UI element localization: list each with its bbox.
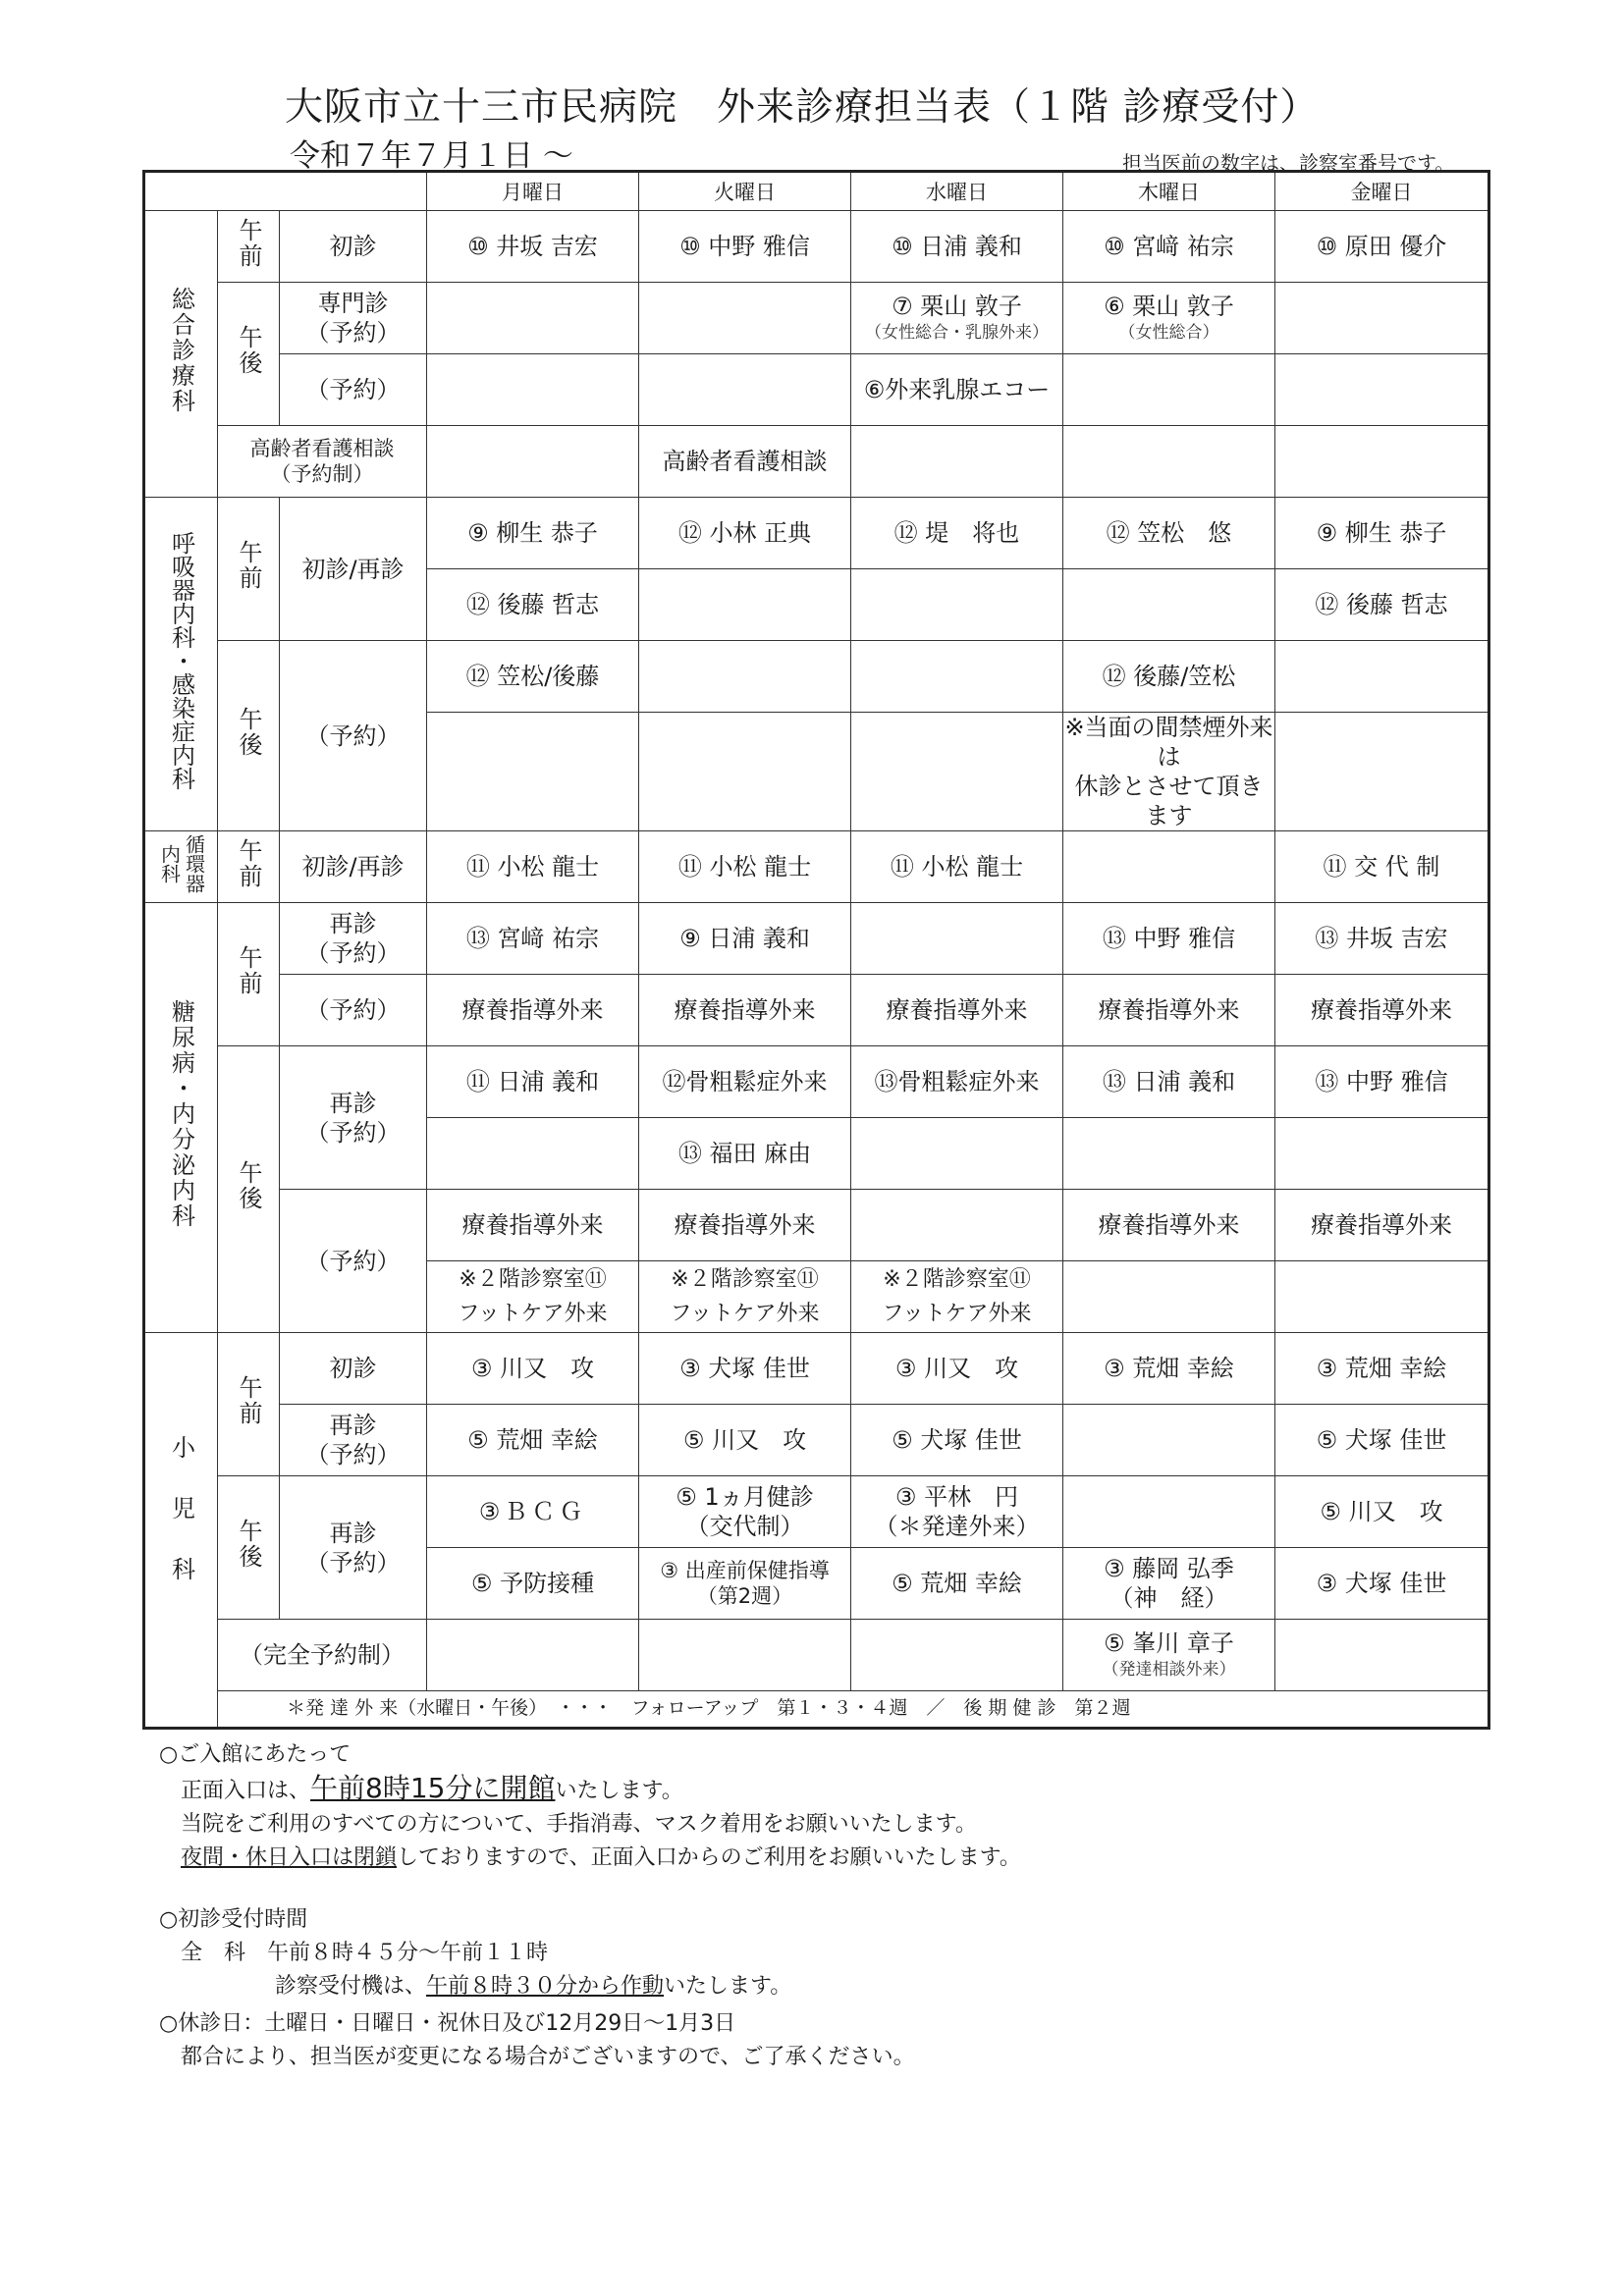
guidance-cell: 療養指導外来 — [1275, 975, 1489, 1046]
cat-reserve: （予約） — [280, 354, 427, 426]
slot-pm: 午後 — [218, 641, 280, 831]
cat-revisit: 再診 （予約） — [280, 1405, 427, 1476]
slot-am: 午前 — [218, 903, 280, 1046]
machine-start-time: 午前８時３０分から作動 — [426, 1974, 665, 1999]
guidance-cell: 療養指導外来 — [639, 975, 851, 1046]
doctor-cell: ⑤ 犬塚 佳世 — [1275, 1405, 1489, 1476]
general-first-row — [144, 211, 1489, 283]
day-tuesday: 火曜日 — [639, 172, 851, 211]
doctor-cell: ⑩ 原田 優介 — [1275, 211, 1489, 283]
doctor-cell: ⑫ 笠松 悠 — [1063, 498, 1275, 569]
empty-cell — [639, 641, 851, 713]
entry-line-1: 正面入口は、午前8時15分に開館いたします。 — [181, 1772, 683, 1804]
ped-am-first-row — [144, 1333, 1489, 1405]
diab-am-row-2 — [144, 975, 1489, 1046]
doctor-cell: ⑫ 後藤/笠松 — [1063, 641, 1275, 713]
entry-heading: ○ご入館にあたって — [159, 1742, 352, 1767]
empty-cell — [851, 713, 1063, 831]
cat-reserve: （予約） — [280, 1190, 427, 1333]
effective-date: 令和７年７月１日 ～ — [290, 138, 573, 174]
empty-cell — [639, 354, 851, 426]
doctor-cell: ⑫ 小林 正典 — [639, 498, 851, 569]
doctor-cell: ⑫ 笠松/後藤 — [427, 641, 639, 713]
doctor-cell: 高齢者看護相談 — [639, 426, 851, 498]
diab-am-row-1 — [144, 903, 1489, 975]
entry-line-3: 夜間・休日入口は閉鎖しておりますので、正面入口からのご利用をお願いいたします。 — [181, 1845, 1021, 1870]
empty-cell — [1275, 283, 1489, 354]
cat-revisit: 再診 （予約） — [280, 1476, 427, 1620]
diab-pm-row-3 — [144, 1190, 1489, 1261]
development-clinic-footnote: ＊発 達 外 来（水曜日・午後） ・・・ フォローアップ 第１・３・４週 ／ 後 期 健 診 第２週 — [218, 1691, 1489, 1729]
doctor-cell: ⑨ 柳生 恭子 — [1275, 498, 1489, 569]
empty-cell — [851, 903, 1063, 975]
night-entrance-closed: 夜間・休日入口は閉鎖 — [181, 1845, 398, 1870]
doctor-cell: ③ 藤岡 弘季 （神 経） — [1063, 1548, 1275, 1620]
empty-cell — [1275, 713, 1489, 831]
dept-pediatrics: 小児科 — [144, 1333, 218, 1729]
doctor-cell: ⑪ 小松 龍士 — [851, 831, 1063, 903]
no-smoking-clinic-note: ※当面の間禁煙外来は 休診とさせて頂きます — [1064, 714, 1273, 829]
doctor-cell: ⑩ 井坂 吉宏 — [427, 211, 639, 283]
guidance-cell: 療養指導外来 — [427, 975, 639, 1046]
slot-am: 午前 — [218, 498, 280, 641]
doctor-cell: ⑬ 井坂 吉宏 — [1275, 903, 1489, 975]
holiday-line-1: ○休診日：土曜日・日曜日・祝休日及び12月29日～1月3日 — [159, 2011, 736, 2036]
doctor-cell: ③ 川又 攻 — [851, 1333, 1063, 1405]
empty-cell — [1063, 426, 1275, 498]
empty-cell — [1063, 1118, 1275, 1190]
doctor-cell: ⑬ 中野 雅信 — [1063, 903, 1275, 975]
doctor-cell: ⑫ 堤 将也 — [851, 498, 1063, 569]
guidance-cell: 療養指導外来 — [1063, 1190, 1275, 1261]
ped-pm-row-1 — [144, 1476, 1489, 1548]
bcg-cell: ③ＢＣＧ — [427, 1476, 639, 1548]
doctor-cell: ⑨ 日浦 義和 — [639, 903, 851, 975]
empty-cell — [851, 1620, 1063, 1691]
info-holiday-section — [159, 2007, 915, 2074]
cat-elder-care: 高齢者看護相談 （予約制） — [218, 426, 427, 498]
doctor-cell: ⑤ 川又 攻 — [1275, 1476, 1489, 1548]
cat-revisit: 再診 （予約） — [280, 903, 427, 975]
doctor-cell: ③ 犬塚 佳世 — [1275, 1548, 1489, 1620]
empty-cell — [639, 713, 851, 831]
vaccination-cell: ⑤ 予防接種 — [427, 1548, 639, 1620]
room-number-note: 担当医前の数字は、診察室番号です。 — [1122, 151, 1455, 175]
doctor-cell: ⑤ 犬塚 佳世 — [851, 1405, 1063, 1476]
doctor-cell: ⑬ 日浦 義和 — [1063, 1046, 1275, 1118]
doctor-cell: ③ 荒畑 幸絵 — [1275, 1333, 1489, 1405]
doctor-cell: ⑬骨粗鬆症外来 — [851, 1046, 1063, 1118]
dept-general: 総合診療科 — [144, 211, 218, 498]
day-monday: 月曜日 — [427, 172, 639, 211]
general-specialist-row — [144, 283, 1489, 354]
doctor-cell: ⑩ 中野 雅信 — [639, 211, 851, 283]
empty-cell — [427, 426, 639, 498]
empty-cell — [851, 1118, 1063, 1190]
info-reception-section — [159, 1903, 791, 2003]
cat-first-revisit: 初診/再診 — [280, 831, 427, 903]
info-entry-section — [159, 1738, 1021, 1875]
empty-cell — [427, 713, 639, 831]
doctor-cell: ⑩ 日浦 義和 — [851, 211, 1063, 283]
doctor-cell: ⑫ 後藤 哲志 — [427, 569, 639, 641]
doctor-cell: ⑥外来乳腺エコー — [851, 354, 1063, 426]
cat-first-revisit: 初診/再診 — [280, 498, 427, 641]
foot-care-note: ※２階診察室⑪ フットケア外来 — [639, 1261, 851, 1333]
dept-respiratory: 呼吸器内科・感染症内科 — [144, 498, 218, 831]
doctor-cell: ⑤ 荒畑 幸絵 — [427, 1405, 639, 1476]
doctor-cell: ③ 犬塚 佳世 — [639, 1333, 851, 1405]
day-friday: 金曜日 — [1275, 172, 1489, 211]
cat-reserve: （予約） — [280, 975, 427, 1046]
empty-cell — [1063, 354, 1275, 426]
empty-cell — [427, 283, 639, 354]
cat-first-visit: 初診 — [280, 1333, 427, 1405]
doctor-cell: ⑪ 交 代 制 — [1275, 831, 1489, 903]
holiday-line-2: 都合により、担当医が変更になる場合がございますので、ご了承ください。 — [181, 2045, 915, 2069]
guidance-cell: 療養指導外来 — [1275, 1190, 1489, 1261]
empty-cell — [639, 1620, 851, 1691]
empty-cell — [1063, 831, 1275, 903]
cat-specialist: 専門診 （予約） — [280, 283, 427, 354]
reception-line-2: 診察受付機は、午前８時３０分から作動いたします。 — [275, 1974, 792, 1999]
doctor-cell: ⑩ 宮﨑 祐宗 — [1063, 211, 1275, 283]
empty-cell — [1275, 426, 1489, 498]
empty-cell — [427, 1620, 639, 1691]
day-header-row — [144, 172, 1489, 211]
empty-cell — [1275, 1261, 1489, 1333]
empty-cell — [1275, 641, 1489, 713]
empty-cell — [427, 354, 639, 426]
empty-cell — [427, 1118, 639, 1190]
doctor-cell: ⑥ 栗山 敦子 （女性総合） — [1063, 283, 1275, 354]
empty-cell — [1063, 1476, 1275, 1548]
empty-cell — [639, 569, 851, 641]
guidance-cell: 療養指導外来 — [1063, 975, 1275, 1046]
slot-am: 午前 — [218, 211, 280, 283]
doctor-cell: ③ 平林 円 （＊発達外来） — [851, 1476, 1063, 1548]
doctor-cell: ⑬ 福田 麻由 — [639, 1118, 851, 1190]
cat-full-reserve: （完全予約制） — [218, 1620, 427, 1691]
empty-cell — [639, 283, 851, 354]
circ-row — [144, 831, 1489, 903]
resp-am-row-1 — [144, 498, 1489, 569]
ped-am-revisit-row — [144, 1405, 1489, 1476]
foot-care-note: ※２階診察室⑪ フットケア外来 — [427, 1261, 639, 1333]
doctor-cell: ⑬ 中野 雅信 — [1275, 1046, 1489, 1118]
opening-time: 午前8時15分に開館 — [310, 1772, 556, 1804]
doctor-cell: ③ 川又 攻 — [427, 1333, 639, 1405]
doctor-cell: ⑪ 小松 龍士 — [427, 831, 639, 903]
doctor-cell: ⑪ 小松 龍士 — [639, 831, 851, 903]
guidance-cell: 療養指導外来 — [639, 1190, 851, 1261]
entry-line-2: 当院をご利用のすべての方について、手指消毒、マスク着用をお願いいたします。 — [181, 1812, 977, 1837]
doctor-cell: ⑫骨粗鬆症外来 — [639, 1046, 851, 1118]
slot-am: 午前 — [218, 1333, 280, 1476]
slot-pm: 午後 — [218, 1476, 280, 1620]
empty-cell — [1275, 1118, 1489, 1190]
empty-cell — [1275, 354, 1489, 426]
empty-cell — [1063, 569, 1275, 641]
doctor-cell: ⑫ 後藤 哲志 — [1275, 569, 1489, 641]
ped-footnote-row — [144, 1691, 1489, 1729]
day-wednesday: 水曜日 — [851, 172, 1063, 211]
dept-circulatory: 循環器内科 — [144, 831, 218, 903]
doctor-cell: ⑤ 1ヵ月健診 （交代制） — [639, 1476, 851, 1548]
diab-pm-row-1 — [144, 1046, 1489, 1118]
day-thursday: 木曜日 — [1063, 172, 1275, 211]
doctor-cell: ⑤ 荒畑 幸絵 — [851, 1548, 1063, 1620]
general-reserve-row — [144, 354, 1489, 426]
slot-pm: 午後 — [218, 1046, 280, 1333]
empty-cell — [1063, 1261, 1275, 1333]
cat-first-visit: 初診 — [280, 211, 427, 283]
resp-pm-row-1 — [144, 641, 1489, 713]
slot-am: 午前 — [218, 831, 280, 903]
doctor-cell: ⑪ 日浦 義和 — [427, 1046, 639, 1118]
empty-cell — [851, 1190, 1063, 1261]
empty-cell — [851, 426, 1063, 498]
empty-cell — [851, 641, 1063, 713]
doctor-cell: ③ 出産前保健指導 （第2週） — [639, 1548, 851, 1620]
corner-cell — [144, 172, 427, 211]
reception-line-1: 全 科 午前８時４５分～午前１１時 — [181, 1941, 549, 1965]
general-elder-row — [144, 426, 1489, 498]
guidance-cell: 療養指導外来 — [427, 1190, 639, 1261]
reception-heading: ○初診受付時間 — [159, 1907, 308, 1932]
cat-revisit: 再診 （予約） — [280, 1046, 427, 1190]
doctor-cell: ⑬ 宮﨑 祐宗 — [427, 903, 639, 975]
page-title: 大阪市立十三市民病院 外来診療担当表（１階 診療受付） — [285, 85, 1320, 130]
slot-pm: 午後 — [218, 283, 280, 426]
empty-cell — [1063, 1405, 1275, 1476]
doctor-cell: ⑦ 栗山 敦子 （女性総合・乳腺外来） — [851, 283, 1063, 354]
cat-reserve: （予約） — [280, 641, 427, 831]
doctor-cell: ⑨ 柳生 恭子 — [427, 498, 639, 569]
empty-cell — [1275, 1620, 1489, 1691]
doctor-cell: ⑤ 川又 攻 — [639, 1405, 851, 1476]
empty-cell — [851, 569, 1063, 641]
doctor-cell: ③ 荒畑 幸絵 — [1063, 1333, 1275, 1405]
dept-diabetes: 糖尿病・内分泌内科 — [144, 903, 218, 1333]
foot-care-note: ※２階診察室⑪ フットケア外来 — [851, 1261, 1063, 1333]
ped-reserve-row — [144, 1620, 1489, 1691]
guidance-cell: 療養指導外来 — [851, 975, 1063, 1046]
doctor-cell: ⑤ 峯川 章子 （発達相談外来） — [1063, 1620, 1275, 1691]
schedule-table — [142, 170, 1490, 1730]
